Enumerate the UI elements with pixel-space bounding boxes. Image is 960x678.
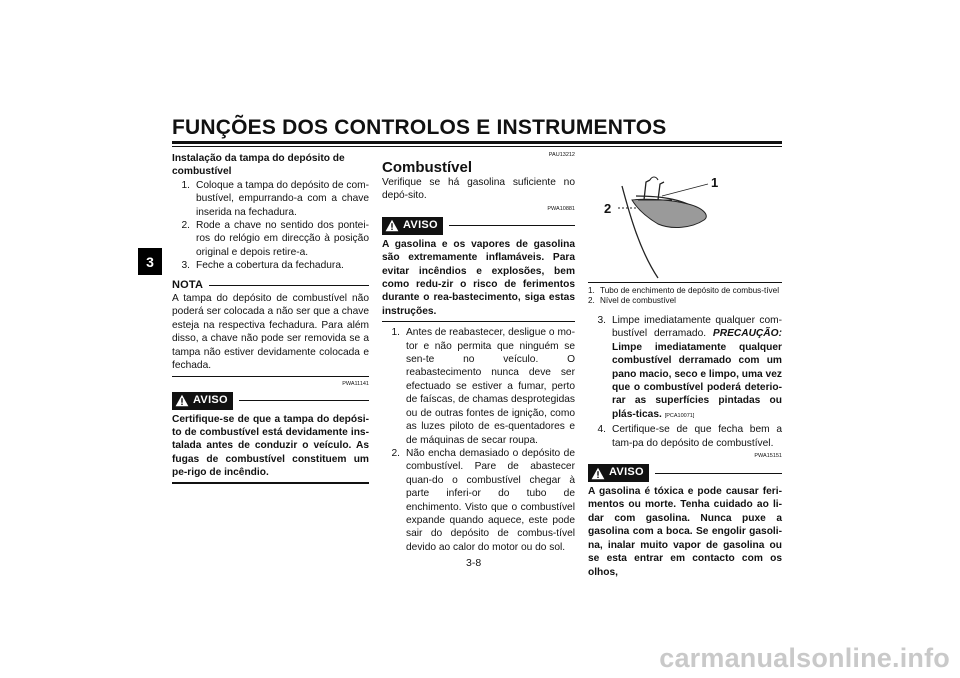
warning-code: PWA15151 — [754, 453, 782, 460]
column-middle — [382, 152, 575, 554]
warning-header — [382, 217, 575, 235]
caution-label: PRECAUÇÃO: — [712, 328, 782, 340]
note-header — [172, 279, 369, 292]
warning-header — [172, 392, 369, 410]
refuel-steps — [382, 326, 575, 554]
watermark: carmanualsonline.info — [659, 643, 950, 673]
list-item: 2. Rode a chave no sentido dos pontei-ros do relógio em direcção à posição original e depois retire-a. — [181, 220, 369, 258]
page-title: FUNÇÕES DOS CONTROLOS E INSTRUMENTOS — [172, 116, 667, 139]
column-right — [588, 152, 782, 579]
warning-header — [588, 464, 782, 482]
warning-triangle-icon — [175, 394, 189, 407]
divider — [172, 482, 369, 484]
note-text: A tampa do depósito de combustível não poderá ser colocada a não ser que a chave esteja na respectiva fechadura. Para além disso, a chave não pode ser removida se a tampa não estiver devidamente colocada e fechada. — [172, 293, 369, 372]
caution-text: Limpe imediatamente qualquer combustível derramado com um pano macio, seco e limpo, uma vez que o combustível poderá deterio-rar as superfícies pintadas ou plás-ticas. — [612, 341, 782, 420]
caution-code: [PCA10071] — [664, 412, 695, 419]
callout-2: 2 — [604, 201, 612, 216]
warning-code: PWA11141 — [342, 380, 369, 387]
warning-code: PWA10881 — [547, 205, 575, 212]
fuel-tank-illustration — [588, 156, 782, 280]
section-code: PAU13212 — [548, 152, 575, 158]
caption: 1. Tubo de enchimento de depósito de combus-tível — [588, 286, 780, 295]
caption: 2. Nível de combustível — [588, 296, 676, 305]
page-number: 3-8 — [466, 557, 482, 569]
warning-text: Certifique-se de que a tampa do depósi-to de combustível está devidamente ins-talada antes de conduzir o veículo. As fugas de combustível constituem um pe-rigo de incêndio. — [172, 413, 369, 479]
list-item: 3. Limpe imediatamente qualquer com-bustível derramado. PRECAUÇÃO: Limpe imediatamente qualquer combustível derramado com um pano macio, seco e limpo, uma vez que o combustível poderá deterio-rar as superfícies pintadas ou plás-ticas. [PCA10071] — [597, 315, 782, 420]
header-rule-thin — [172, 146, 782, 147]
warning-triangle-icon — [591, 467, 605, 480]
callout-1: 1 — [711, 175, 719, 190]
list-item: 4. Certifique-se de que fecha bem a tam-pa do depósito de combustível. — [597, 424, 782, 449]
section-title: Combustível — [382, 159, 473, 176]
warning-text: A gasolina e os vapores de gasolina são extremamente inflamáveis. Para evitar incêndios e explosões, bem como redu-zir o risco de ferimentos durante o rea-bastecimento, siga estas instruções. — [382, 238, 575, 317]
fuel-filler-diagram — [588, 156, 782, 280]
note-label: NOTA — [172, 278, 204, 291]
list-item: 1. Coloque a tampa do depósito de com-bustível, empurrando-a com a chave inserida na fechadura. — [181, 179, 369, 218]
cleanup-steps — [588, 314, 782, 450]
header-rule — [172, 141, 782, 144]
step3-text: Limpe imediatamente qualquer com-bustível derramado. — [612, 315, 782, 340]
divider — [172, 376, 369, 377]
list-item: 2. Não encha demasiado o depósito de combustível. Pare de abastecer quan-do o combustível chegar à parte inferi-or do tubo de enchimento. Visto que o combustível expande quando aquece, este pode sair do depósito de combus-tível devido ao calor do motor ou do sol. — [391, 447, 575, 553]
list-item: 1. Antes de reabastecer, desligue o mo-tor e não permita que ninguém se sen-te no veículo. O reabastecimento nunca deve ser efectuado se estiver a fumar, perto de faíscas, de chamas desprotegidas ou de outras fontes de ignição, como as luzes piloto de es-quentadores e de máquinas de secar roupa. — [391, 327, 575, 446]
warning-badge: AVISO — [588, 464, 649, 482]
column-left — [172, 152, 369, 484]
warning-text: A gasolina é tóxica e pode causar feri-mentos ou morte. Tenha cuidado ao li-dar com gasolina. Nunca puxe a gasolina com a boca. Se engolir gasoli-na, inalar muito vapor de gasolina ou se esta entrar em contacto com os olhos, — [588, 486, 782, 578]
section-intro: Verifique se há gasolina suficiente no depó-sito. — [382, 177, 575, 202]
install-cap-heading: Instalação da tampa do depósito de combustível — [172, 153, 345, 178]
figure-captions — [588, 282, 782, 306]
warning-triangle-icon — [385, 219, 399, 232]
warning-badge: AVISO — [172, 392, 233, 410]
install-steps — [172, 179, 369, 273]
warning-badge: AVISO — [382, 217, 443, 235]
chapter-tab: 3 — [138, 248, 162, 275]
divider — [382, 321, 575, 322]
list-item: 3. Feche a cobertura da fechadura. — [181, 260, 344, 272]
